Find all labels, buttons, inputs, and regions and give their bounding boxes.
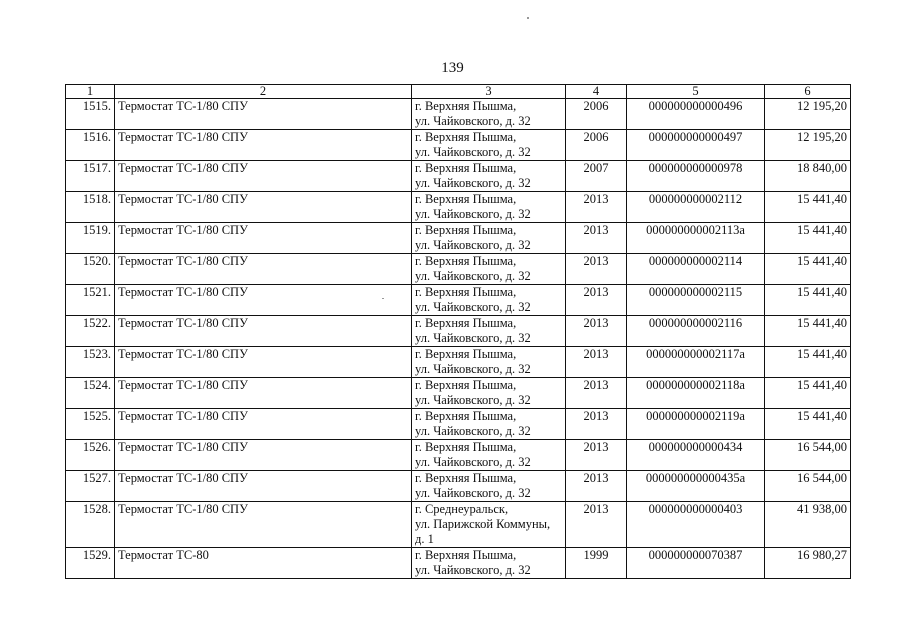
scan-speck — [527, 17, 529, 19]
item-name-cell: Термостат ТС-1/80 СПУ — [115, 161, 412, 192]
address-line: г. Верхняя Пышма, — [415, 378, 517, 392]
address-line: г. Верхняя Пышма, — [415, 440, 517, 454]
column-header: 1 — [66, 85, 115, 99]
item-name-cell: Термостат ТС-1/80 СПУ — [115, 223, 412, 254]
inventory-number-cell: 000000000000978 — [627, 161, 765, 192]
inventory-number-cell: 000000000002112 — [627, 192, 765, 223]
item-name-cell: Термостат ТС-1/80 СПУ — [115, 409, 412, 440]
year-cell: 1999 — [566, 548, 627, 579]
address-cell — [412, 254, 566, 285]
cost-cell: 15 441,40 — [765, 378, 851, 409]
address-line: ул. Чайковского, д. 32 — [415, 207, 531, 221]
cost-cell: 12 195,20 — [765, 130, 851, 161]
row-number-cell: 1515. — [66, 99, 115, 130]
inventory-number-cell: 000000000070387 — [627, 548, 765, 579]
year-cell: 2013 — [566, 192, 627, 223]
cost-cell: 15 441,40 — [765, 285, 851, 316]
item-name-cell: Термостат ТС-1/80 СПУ — [115, 254, 412, 285]
year-cell: 2013 — [566, 378, 627, 409]
cost-cell: 15 441,40 — [765, 347, 851, 378]
row-number-cell: 1523. — [66, 347, 115, 378]
row-number-cell: 1529. — [66, 548, 115, 579]
table-row — [66, 223, 851, 254]
cost-cell: 15 441,40 — [765, 316, 851, 347]
table-row — [66, 316, 851, 347]
address-line: ул. Парижской Коммуны, — [415, 517, 551, 531]
column-header: 6 — [765, 85, 851, 99]
address-line: г. Верхняя Пышма, — [415, 223, 517, 237]
table-row — [66, 285, 851, 316]
address-line: ул. Чайковского, д. 32 — [415, 393, 531, 407]
address-cell — [412, 440, 566, 471]
year-cell: 2013 — [566, 347, 627, 378]
column-header: 5 — [627, 85, 765, 99]
item-name-cell: Термостат ТС-1/80 СПУ — [115, 192, 412, 223]
row-number-cell: 1520. — [66, 254, 115, 285]
column-header: 3 — [412, 85, 566, 99]
inventory-number-cell: 000000000002113а — [627, 223, 765, 254]
address-line: г. Верхняя Пышма, — [415, 347, 517, 361]
item-name-cell: Термостат ТС-1/80 СПУ — [115, 316, 412, 347]
year-cell: 2013 — [566, 409, 627, 440]
item-name-cell: Термостат ТС-1/80 СПУ — [115, 378, 412, 409]
cost-cell: 18 840,00 — [765, 161, 851, 192]
address-cell — [412, 99, 566, 130]
cost-cell: 15 441,40 — [765, 409, 851, 440]
address-cell — [412, 130, 566, 161]
year-cell: 2006 — [566, 130, 627, 161]
address-line: г. Верхняя Пышма, — [415, 161, 517, 175]
address-line: ул. Чайковского, д. 32 — [415, 269, 531, 283]
table-row — [66, 548, 851, 579]
address-line: ул. Чайковского, д. 32 — [415, 486, 531, 500]
address-cell — [412, 223, 566, 254]
page-number: 139 — [441, 60, 464, 76]
inventory-number-cell: 000000000000496 — [627, 99, 765, 130]
address-cell — [412, 285, 566, 316]
cost-cell: 15 441,40 — [765, 254, 851, 285]
item-name-cell: Термостат ТС-1/80 СПУ — [115, 130, 412, 161]
address-cell — [412, 378, 566, 409]
address-line: ул. Чайковского, д. 32 — [415, 331, 531, 345]
cost-cell: 16 544,00 — [765, 440, 851, 471]
row-number-cell: 1528. — [66, 502, 115, 548]
table-row — [66, 192, 851, 223]
address-line: г. Верхняя Пышма, — [415, 285, 517, 299]
year-cell: 2013 — [566, 502, 627, 548]
table-row — [66, 161, 851, 192]
address-cell — [412, 548, 566, 579]
year-cell: 2013 — [566, 440, 627, 471]
year-cell: 2006 — [566, 99, 627, 130]
address-line: ул. Чайковского, д. 32 — [415, 176, 531, 190]
address-line: д. 1 — [415, 532, 434, 546]
inventory-number-cell: 000000000000497 — [627, 130, 765, 161]
table-row — [66, 471, 851, 502]
row-number-cell: 1516. — [66, 130, 115, 161]
row-number-cell: 1518. — [66, 192, 115, 223]
header-row — [66, 85, 851, 99]
address-line: ул. Чайковского, д. 32 — [415, 455, 531, 469]
address-line: г. Верхняя Пышма, — [415, 409, 517, 423]
row-number-cell: 1527. — [66, 471, 115, 502]
row-number-cell: 1521. — [66, 285, 115, 316]
item-name-cell: Термостат ТС-1/80 СПУ — [115, 347, 412, 378]
year-cell: 2013 — [566, 254, 627, 285]
year-cell: 2013 — [566, 223, 627, 254]
address-cell — [412, 316, 566, 347]
address-cell — [412, 161, 566, 192]
address-line: ул. Чайковского, д. 32 — [415, 145, 531, 159]
address-line: ул. Чайковского, д. 32 — [415, 238, 531, 252]
address-cell — [412, 347, 566, 378]
year-cell: 2013 — [566, 316, 627, 347]
address-line: ул. Чайковского, д. 32 — [415, 563, 531, 577]
property-registry-table — [65, 84, 851, 579]
inventory-number-cell: 000000000000434 — [627, 440, 765, 471]
address-line: г. Верхняя Пышма, — [415, 254, 517, 268]
table-row — [66, 347, 851, 378]
table-body — [66, 99, 851, 579]
address-line: г. Верхняя Пышма, — [415, 316, 517, 330]
cost-cell: 41 938,00 — [765, 502, 851, 548]
item-name-cell: Термостат ТС-1/80 СПУ — [115, 502, 412, 548]
table-row — [66, 440, 851, 471]
item-name-cell: Термостат ТС-1/80 СПУ — [115, 440, 412, 471]
address-line: г. Среднеуральск, — [415, 502, 509, 516]
year-cell: 2013 — [566, 471, 627, 502]
item-name-cell: Термостат ТС-1/80 СПУ — [115, 285, 412, 316]
inventory-number-cell: 000000000000435а — [627, 471, 765, 502]
table-row — [66, 130, 851, 161]
table-row — [66, 378, 851, 409]
address-line: г. Верхняя Пышма, — [415, 471, 517, 485]
inventory-number-cell: 000000000002116 — [627, 316, 765, 347]
address-line: г. Верхняя Пышма, — [415, 99, 517, 113]
row-number-cell: 1519. — [66, 223, 115, 254]
table-row — [66, 409, 851, 440]
cost-cell: 12 195,20 — [765, 99, 851, 130]
table-row — [66, 502, 851, 548]
row-number-cell: 1522. — [66, 316, 115, 347]
address-line: ул. Чайковского, д. 32 — [415, 424, 531, 438]
row-number-cell: 1526. — [66, 440, 115, 471]
address-line: г. Верхняя Пышма, — [415, 130, 517, 144]
address-cell — [412, 471, 566, 502]
address-line: ул. Чайковского, д. 32 — [415, 114, 531, 128]
inventory-number-cell: 000000000002118а — [627, 378, 765, 409]
address-cell — [412, 192, 566, 223]
address-line: ул. Чайковского, д. 32 — [415, 362, 531, 376]
column-header: 4 — [566, 85, 627, 99]
item-name-cell: Термостат ТС-80 — [115, 548, 412, 579]
cost-cell: 16 980,27 — [765, 548, 851, 579]
year-cell: 2013 — [566, 285, 627, 316]
inventory-number-cell: 000000000002115 — [627, 285, 765, 316]
inventory-number-cell: 000000000002119а — [627, 409, 765, 440]
column-header: 2 — [115, 85, 412, 99]
row-number-cell: 1517. — [66, 161, 115, 192]
address-cell — [412, 409, 566, 440]
address-cell — [412, 502, 566, 548]
cost-cell: 16 544,00 — [765, 471, 851, 502]
inventory-number-cell: 000000000000403 — [627, 502, 765, 548]
address-line: г. Верхняя Пышма, — [415, 548, 517, 562]
address-line: ул. Чайковского, д. 32 — [415, 300, 531, 314]
row-number-cell: 1525. — [66, 409, 115, 440]
item-name-cell: Термостат ТС-1/80 СПУ — [115, 99, 412, 130]
table-row — [66, 99, 851, 130]
address-line: г. Верхняя Пышма, — [415, 192, 517, 206]
row-number-cell: 1524. — [66, 378, 115, 409]
item-name-cell: Термостат ТС-1/80 СПУ — [115, 471, 412, 502]
cost-cell: 15 441,40 — [765, 223, 851, 254]
cost-cell: 15 441,40 — [765, 192, 851, 223]
year-cell: 2007 — [566, 161, 627, 192]
inventory-number-cell: 000000000002114 — [627, 254, 765, 285]
inventory-number-cell: 000000000002117а — [627, 347, 765, 378]
table-row — [66, 254, 851, 285]
